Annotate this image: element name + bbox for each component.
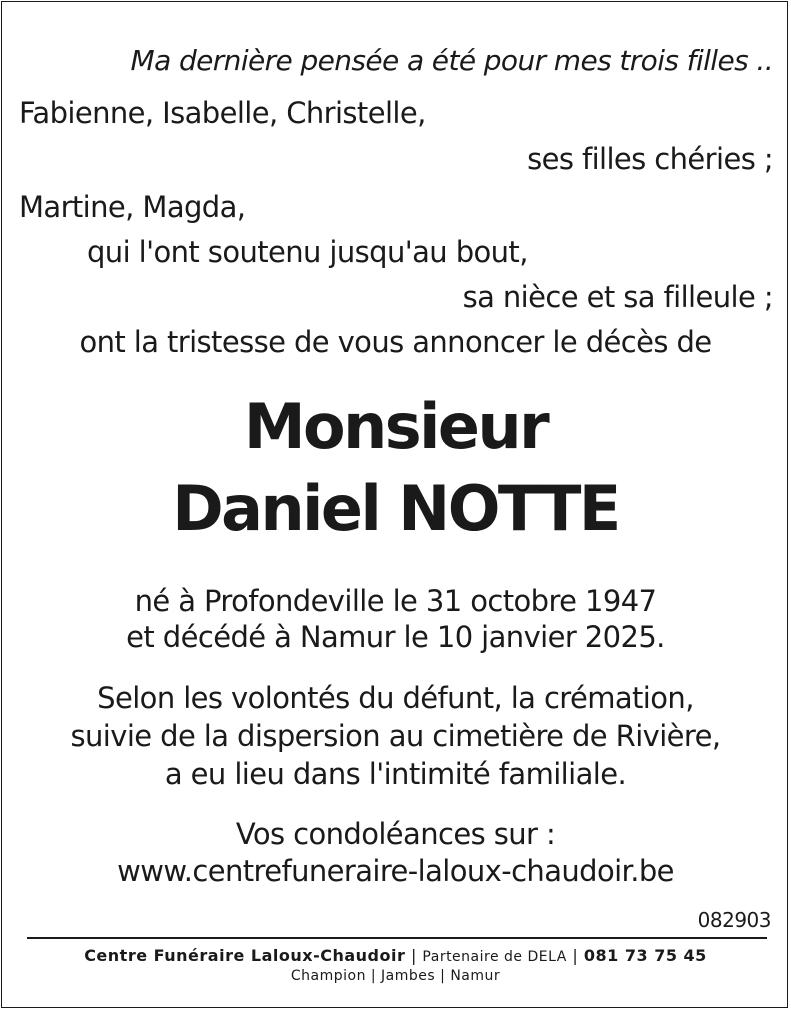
footer-separator: | — [410, 946, 417, 965]
opening-quote: Ma dernière pensée a été pour mes trois filles .. — [130, 44, 773, 77]
phone-number[interactable]: 081 73 75 45 — [583, 946, 707, 965]
footer-separator: | — [572, 946, 579, 965]
footer-line — [0, 946, 791, 965]
daughters-names: Fabienne, Isabelle, Christelle, — [19, 96, 426, 130]
wishes-line-1: Selon les volontés du défunt, la crémation, — [97, 681, 694, 715]
niece-support-line: qui l'ont soutenu jusqu'au bout, — [87, 235, 528, 269]
footer-divider — [27, 937, 767, 939]
company-name: Centre Funéraire Laloux-Chaudoir — [84, 946, 406, 965]
death-line: et décédé à Namur le 10 janvier 2025. — [126, 620, 665, 654]
daughters-label: ses filles chéries ; — [527, 142, 773, 176]
partner-text: Partenaire de DELA — [422, 949, 567, 965]
niece-label: sa nièce et sa filleule ; — [462, 280, 773, 314]
condolences-label: Vos condoléances sur : — [235, 817, 556, 851]
wishes-line-2: suivie de la dispersion au cimetière de Rivière, — [70, 719, 721, 753]
niece-names: Martine, Magda, — [19, 190, 246, 224]
wishes-line-3: a eu lieu dans l'intimité familiale. — [164, 757, 627, 791]
footer-locations: Champion | Jambes | Namur — [290, 968, 501, 984]
reference-number: 082903 — [697, 908, 771, 932]
deceased-name: Daniel NOTTE — [172, 472, 619, 545]
deceased-title: Monsieur — [243, 390, 548, 463]
condolences-url[interactable]: www.centrefuneraire-laloux-chaudoir.be — [117, 854, 674, 888]
announcement-line: ont la tristesse de vous annoncer le décès de — [79, 325, 712, 359]
birth-line: né à Profondeville le 31 octobre 1947 — [134, 584, 657, 618]
